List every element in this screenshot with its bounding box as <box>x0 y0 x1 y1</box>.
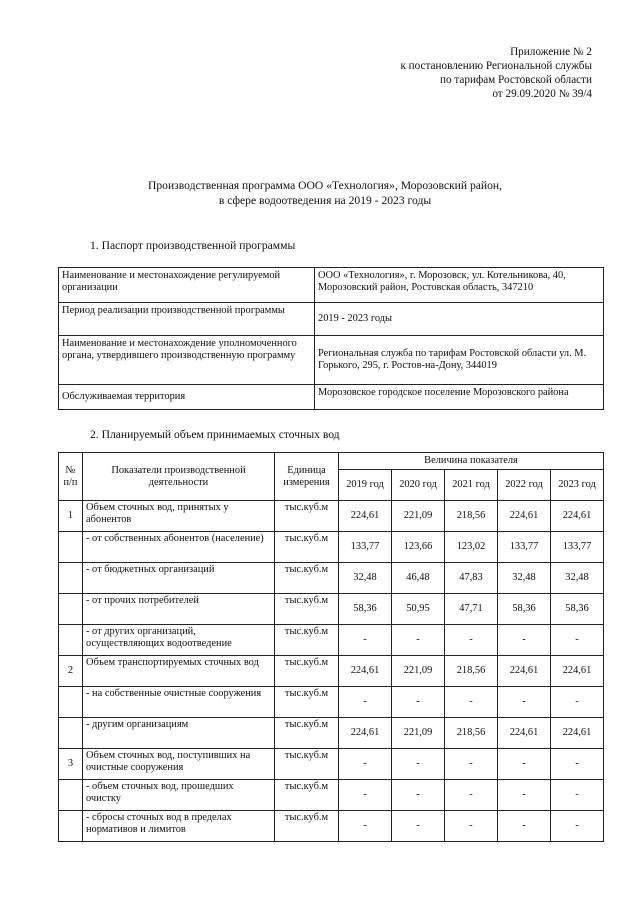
table-row <box>59 563 604 594</box>
passport-label: Наименование и местонахождение уполномоченного органа, утвердившего производственную программу <box>59 336 315 385</box>
volume-table <box>58 452 604 842</box>
header-year: 2023 год <box>551 470 604 501</box>
row-value: 221,09 <box>392 501 445 532</box>
row-value: - <box>498 749 551 780</box>
row-num <box>59 594 83 625</box>
row-indicator: Объем транспортируемых сточных вод <box>83 656 275 687</box>
row-value: 224,61 <box>498 656 551 687</box>
row-value: 221,09 <box>392 718 445 749</box>
row-value: 133,77 <box>551 532 604 563</box>
table-row <box>59 656 604 687</box>
table-row <box>59 687 604 718</box>
row-unit: тыс.куб.м <box>275 687 339 718</box>
row-value: - <box>339 625 392 656</box>
appendix-line-2: к постановлению Региональной службы <box>400 60 592 72</box>
row-value: 218,56 <box>445 501 498 532</box>
table-row <box>59 501 604 532</box>
header-year: 2021 год <box>445 470 498 501</box>
row-value: - <box>498 687 551 718</box>
passport-table <box>58 267 604 410</box>
table-row <box>59 594 604 625</box>
row-value: - <box>551 811 604 842</box>
row-value: 224,61 <box>498 718 551 749</box>
row-value: - <box>392 687 445 718</box>
passport-value: Региональная служба по тарифам Ростовской области ул. М. Горького, 295, г. Ростов-на-Дону, 344019 <box>315 336 604 385</box>
passport-label: Наименование и местонахождение регулируемой организации <box>59 268 315 303</box>
header-year: 2022 год <box>498 470 551 501</box>
row-value: 133,77 <box>498 532 551 563</box>
row-unit: тыс.куб.м <box>275 718 339 749</box>
row-value: - <box>392 780 445 811</box>
row-unit: тыс.куб.м <box>275 501 339 532</box>
row-value: - <box>339 780 392 811</box>
appendix-note <box>292 45 592 101</box>
row-unit: тыс.куб.м <box>275 563 339 594</box>
row-num: 1 <box>59 501 83 532</box>
header-unit: Единица измерения <box>275 453 339 501</box>
passport-label: Период реализации производственной программы <box>59 303 315 336</box>
row-num <box>59 811 83 842</box>
row-value: - <box>551 687 604 718</box>
table-row <box>59 625 604 656</box>
row-value: - <box>445 811 498 842</box>
row-value: 46,48 <box>392 563 445 594</box>
appendix-line-1: Приложение № 2 <box>510 46 592 58</box>
row-value: 47,71 <box>445 594 498 625</box>
row-indicator: - объем сточных вод, прошедших очистку <box>83 780 275 811</box>
row-unit: тыс.куб.м <box>275 780 339 811</box>
appendix-line-3: по тарифам Ростовской области <box>440 74 592 86</box>
row-value: - <box>551 749 604 780</box>
row-value: 58,36 <box>339 594 392 625</box>
row-value: - <box>339 687 392 718</box>
row-value: - <box>445 780 498 811</box>
row-value: 224,61 <box>551 656 604 687</box>
row-num <box>59 625 83 656</box>
header-value-group: Величина показателя <box>339 453 604 470</box>
row-unit: тыс.куб.м <box>275 656 339 687</box>
table-row <box>59 811 604 842</box>
row-indicator: - от других организаций, осуществляющих водоотведение <box>83 625 275 656</box>
row-num <box>59 532 83 563</box>
passport-row <box>59 303 604 336</box>
row-value: 47,83 <box>445 563 498 594</box>
row-value: 32,48 <box>498 563 551 594</box>
row-indicator: - на собственные очистные сооружения <box>83 687 275 718</box>
row-value: 224,61 <box>339 656 392 687</box>
row-value: 32,48 <box>339 563 392 594</box>
row-indicator: - сбросы сточных вод в пределах нормативов и лимитов <box>83 811 275 842</box>
row-num <box>59 563 83 594</box>
row-num: 2 <box>59 656 83 687</box>
row-value: 224,61 <box>339 718 392 749</box>
row-value: 218,56 <box>445 656 498 687</box>
passport-value: ООО «Технология», г. Морозовск, ул. Котельникова, 40, Морозовский район, Ростовская область, 347210 <box>315 268 604 303</box>
row-value: - <box>445 625 498 656</box>
passport-value: Морозовское городское поселение Морозовского района <box>315 385 604 410</box>
row-value: 58,36 <box>551 594 604 625</box>
header-indicator: Показатели производственной деятельности <box>83 453 275 501</box>
row-indicator: - другим организациям <box>83 718 275 749</box>
row-unit: тыс.куб.м <box>275 532 339 563</box>
row-unit: тыс.куб.м <box>275 749 339 780</box>
row-value: 224,61 <box>498 501 551 532</box>
row-value: - <box>445 749 498 780</box>
row-value: 224,61 <box>551 501 604 532</box>
row-value: - <box>551 625 604 656</box>
passport-label: Обслуживаемая территория <box>59 385 315 410</box>
section-2-heading: 2. Планируемый объем принимаемых сточных вод <box>90 428 340 441</box>
row-value: - <box>392 625 445 656</box>
table-row <box>59 532 604 563</box>
table-row <box>59 749 604 780</box>
table-row <box>59 780 604 811</box>
row-indicator: - от собственных абонентов (население) <box>83 532 275 563</box>
title-line-1: Производственная программа ООО «Технология», Морозовский район, <box>147 179 502 192</box>
row-value: 123,02 <box>445 532 498 563</box>
row-value: - <box>392 811 445 842</box>
header-num: № п/п <box>59 453 83 501</box>
row-unit: тыс.куб.м <box>275 594 339 625</box>
row-indicator: - от бюджетных организаций <box>83 563 275 594</box>
row-indicator: Объем сточных вод, принятых у абонентов <box>83 501 275 532</box>
row-unit: тыс.куб.м <box>275 811 339 842</box>
row-indicator: Объем сточных вод, поступивших на очистные сооружения <box>83 749 275 780</box>
row-value: 221,09 <box>392 656 445 687</box>
header-year: 2019 год <box>339 470 392 501</box>
row-num <box>59 718 83 749</box>
passport-row <box>59 336 604 385</box>
row-indicator: - от прочих потребителей <box>83 594 275 625</box>
row-value: - <box>392 749 445 780</box>
appendix-line-4: от 29.09.2020 № 39/4 <box>492 88 592 100</box>
passport-row <box>59 385 604 410</box>
passport-value: 2019 - 2023 годы <box>315 303 604 336</box>
row-unit: тыс.куб.м <box>275 625 339 656</box>
volume-table-body <box>59 501 604 842</box>
row-num <box>59 780 83 811</box>
row-value: - <box>551 780 604 811</box>
row-value: 224,61 <box>339 501 392 532</box>
row-value: 218,56 <box>445 718 498 749</box>
row-value: - <box>339 749 392 780</box>
row-num <box>59 687 83 718</box>
passport-row <box>59 268 604 303</box>
row-value: - <box>498 811 551 842</box>
header-year: 2020 год <box>392 470 445 501</box>
row-value: - <box>498 625 551 656</box>
section-1-heading: 1. Паспорт производственной программы <box>90 239 296 252</box>
row-value: - <box>498 780 551 811</box>
row-value: 50,95 <box>392 594 445 625</box>
title-line-2: в сфере водоотведения на 2019 - 2023 годы <box>218 194 432 207</box>
row-value: - <box>445 687 498 718</box>
row-value: 58,36 <box>498 594 551 625</box>
row-num: 3 <box>59 749 83 780</box>
row-value: 133,77 <box>339 532 392 563</box>
row-value: 123,66 <box>392 532 445 563</box>
document-title <box>60 178 590 208</box>
row-value: 224,61 <box>551 718 604 749</box>
table-row <box>59 718 604 749</box>
row-value: 32,48 <box>551 563 604 594</box>
row-value: - <box>339 811 392 842</box>
